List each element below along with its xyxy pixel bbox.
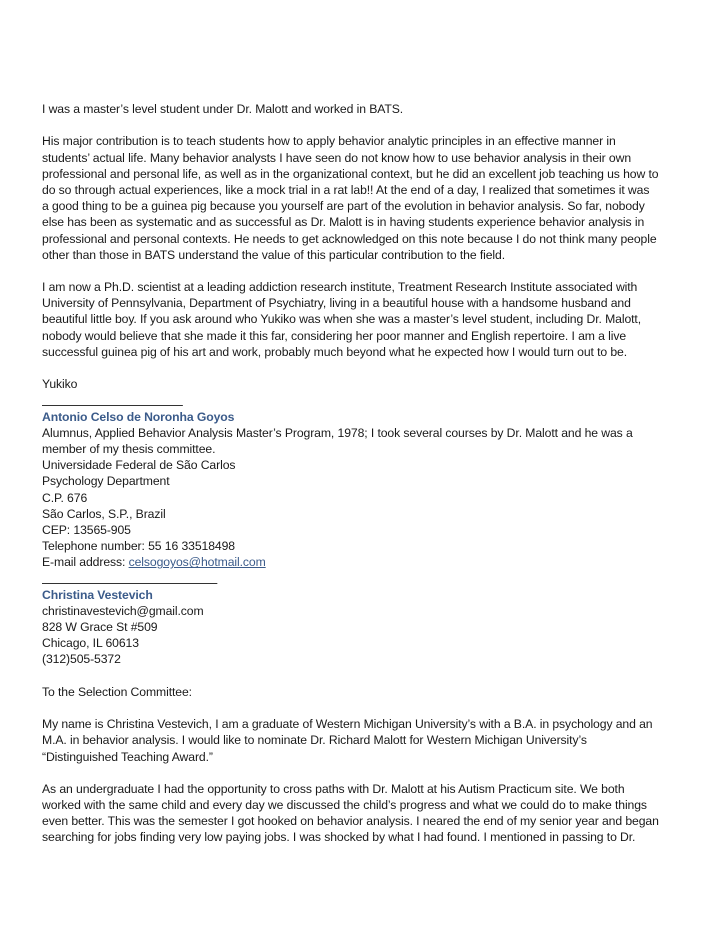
separator-rule — [42, 392, 637, 408]
letter3-author-name: Christina Vestevich — [42, 587, 153, 602]
text-line: São Carlos, S.P., Brazil — [42, 506, 166, 521]
text-line: professional and personal contexts. He needs to get acknowledged on this note because I do not think many people — [42, 231, 657, 246]
separator-rule — [42, 570, 637, 586]
letter2-details — [42, 425, 637, 571]
letter1-signature: Yukiko — [42, 377, 78, 392]
letter1-paragraph-1 — [42, 133, 659, 263]
paragraph-gap — [42, 263, 637, 279]
text-line: member of my thesis committee. — [42, 441, 216, 456]
text-line: a good thing to be a guinea pig because you yourself are part of the evolution in behavior analysis. So far, nobody — [42, 199, 645, 214]
text-line: other than those in BATS understand the value of this particular contribution to the field. — [42, 247, 506, 262]
text-line: As an undergraduate I had the opportunity to cross paths with Dr. Malott at his Autism Practicum site. We both — [42, 781, 625, 796]
letter2-author-name: Antonio Celso de Noronha Goyos — [42, 409, 235, 424]
text-line: I am now a Ph.D. scientist at a leading addiction research institute, Treatment Research Institute associated with — [42, 280, 638, 295]
letter1-paragraph-2 — [42, 279, 642, 360]
email-line — [42, 554, 637, 570]
text-line: professional and personal life, as well as in the organizational context, but he did an excellent job teaching us how to — [42, 166, 659, 181]
text-line: Psychology Department — [42, 474, 170, 489]
text-line: students’ actual life. Many behavior analysts I have seen do not know how to use behavior analysis in their own — [42, 150, 632, 165]
text-line: C.P. 676 — [42, 490, 88, 505]
letter3-paragraph-1 — [42, 716, 653, 765]
text-line: Telephone number: 55 16 33518498 — [42, 539, 235, 554]
text-line: His major contribution is to teach students how to apply behavior analytic principles in an effective manner in — [42, 134, 616, 149]
text-line: searching for jobs finding very low paying jobs. I was shocked by what I had found. I mentioned in passing to Dr. — [42, 830, 636, 845]
text-line: even better. This was the semester I got hooked on behavior analysis. I neared the end of my senior year and began — [42, 814, 659, 829]
text-line: Universidade Federal de São Carlos — [42, 458, 236, 473]
email-link[interactable]: celsogoyos@hotmail.com — [128, 555, 266, 570]
email-label: E-mail address: — [42, 555, 129, 570]
text-line: do so through actual experiences, like a mock trial in a rat lab!! At the end of a day, I realized that sometimes it was — [42, 182, 650, 197]
text-line: worked with the same child and every day we discussed the child’s progress and what we could do to make things — [42, 798, 647, 813]
paragraph-gap — [42, 700, 637, 716]
document-page — [42, 101, 659, 846]
text-line: “Distinguished Teaching Award.” — [42, 749, 213, 764]
text-line: My name is Christina Vestevich, I am a graduate of Western Michigan University’s with a B.A. in psychology and an — [42, 717, 653, 732]
text-line: University of Pennsylvania, Department of Psychiatry, living in a beautiful house with a handsome husband and — [42, 296, 631, 311]
text-line: else has been as systematic and as successful as Dr. Malott is in having students experience behavior analysis in — [42, 215, 645, 230]
paragraph-gap — [42, 668, 637, 684]
letter3-address — [42, 603, 637, 668]
text-line: successful guinea pig of his art and work, probably much beyond what he expected how I would turn out to be. — [42, 344, 628, 359]
text-line: 828 W Grace St #509 — [42, 620, 158, 634]
paragraph-gap — [42, 360, 637, 376]
text-line: Chicago, IL 60613 — [42, 636, 139, 651]
paragraph-gap — [42, 117, 637, 133]
text-line: (312)505-5372 — [42, 652, 121, 667]
text-line: nobody would believe that she made it this far, considering her poor manner and English repertoire. I am a live — [42, 328, 627, 343]
paragraph-gap — [42, 765, 637, 781]
letter3-paragraph-2 — [42, 781, 659, 846]
text-line: CEP: 13565-905 — [42, 522, 131, 537]
text-line: Alumnus, Applied Behavior Analysis Master’s Program, 1978; I took several courses by Dr. Malott and he was a — [42, 425, 633, 440]
text-line: beautiful little boy. If you ask around who Yukiko was when she was a master’s level student, including Dr. Malott, — [42, 312, 642, 327]
letter3-salutation: To the Selection Committee: — [42, 684, 192, 699]
text-line: M.A. in behavior analysis. I would like to nominate Dr. Richard Malott for Western Michigan University’s — [42, 733, 587, 748]
text-line: christinavestevich@gmail.com — [42, 603, 204, 618]
letter1-intro: I was a master’s level student under Dr. Malott and worked in BATS. — [42, 102, 404, 116]
